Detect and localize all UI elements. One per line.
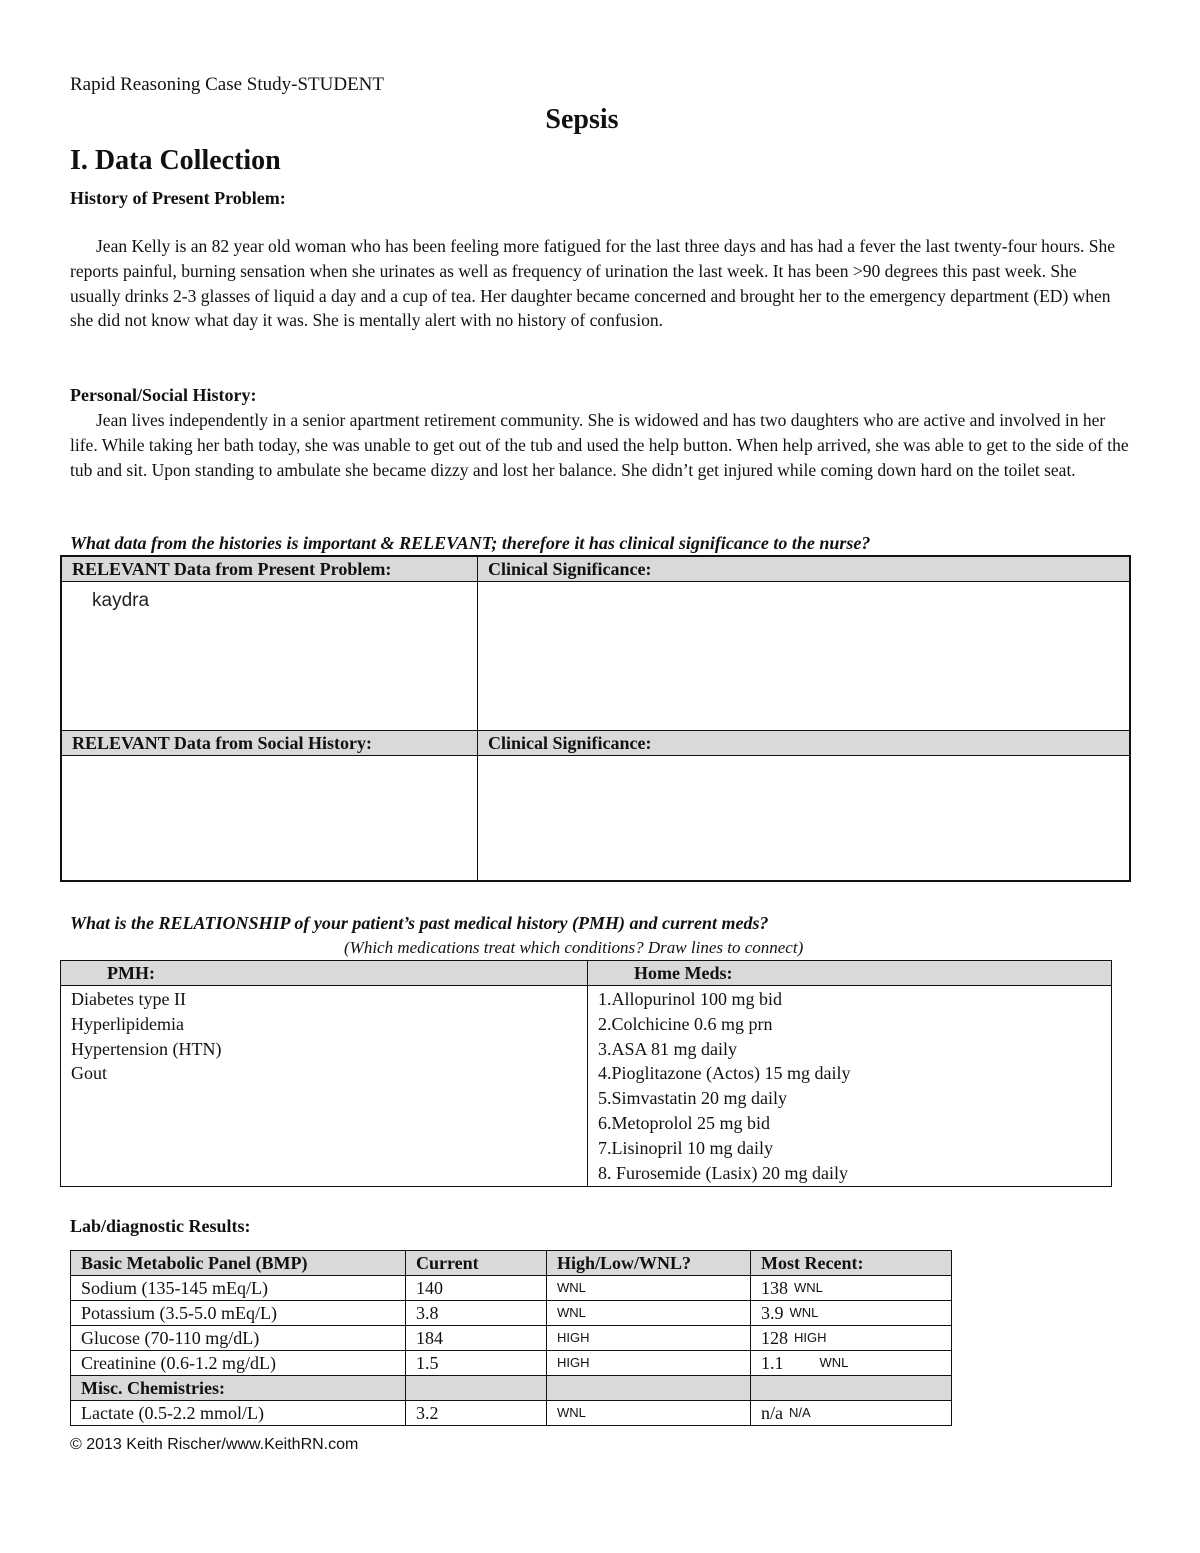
social-text: Jean lives independently in a senior apartment retirement community. She is widowed and has two daughters who are active and involved in her life. While taking her bath today, she was unable to get out of the tub and used the help button. When help arrived, she was able to get to the side of the tub and sit. Upon standing to ambulate she became dizzy and lost her balance. She didn’t get injured while coming down hard on the toilet seat. [70, 410, 1129, 480]
lab-header-panel: Basic Metabolic Panel (BMP) [71, 1251, 406, 1276]
lab-row-potassium [71, 1301, 952, 1326]
home-meds-header: Home Meds: [588, 961, 1112, 986]
lab-name: Sodium (135-145 mEq/L) [71, 1276, 406, 1301]
med-item: 8. Furosemide (Lasix) 20 mg daily [598, 1162, 848, 1183]
social-data-cell[interactable] [61, 756, 478, 882]
lab-current: 140 [406, 1276, 547, 1301]
pmh-header: PMH: [61, 961, 588, 986]
lab-row-glucose [71, 1326, 952, 1351]
lab-flag[interactable]: HIGH [547, 1351, 751, 1376]
lab-results-table [70, 1250, 952, 1426]
lab-current: 3.8 [406, 1301, 547, 1326]
med-item: 4.Pioglitazone (Actos) 15 mg daily [598, 1063, 851, 1084]
present-significance-cell[interactable] [478, 582, 1131, 731]
lab-flag[interactable]: WNL [547, 1401, 751, 1426]
lab-header-current: Current [406, 1251, 547, 1276]
relevant-data-table [60, 555, 1131, 882]
lab-name: Lactate (0.5-2.2 mmol/L) [71, 1401, 406, 1426]
lab-name: Creatinine (0.6-1.2 mg/dL) [71, 1351, 406, 1376]
lab-name: Glucose (70-110 mg/dL) [71, 1326, 406, 1351]
med-item: 6.Metoprolol 25 mg bid [598, 1112, 770, 1133]
lab-recent[interactable]: n/a $^{N/A}$ [751, 1401, 952, 1426]
pmh-item: Diabetes type II [71, 989, 186, 1009]
pmh-item: Gout [71, 1063, 107, 1084]
lab-recent[interactable]: 138 $^{WNL}$ [751, 1276, 952, 1301]
present-data-cell[interactable] [61, 582, 478, 731]
pmh-question: What is the RELATIONSHIP of your patient’s past medical history (PMH) and current meds? [70, 913, 769, 933]
med-item: 2.Colchicine 0.6 mg prn [598, 1013, 773, 1034]
social-significance-header: Clinical Significance: [478, 731, 1131, 756]
present-data-entry: kaydra [92, 590, 150, 611]
relevant-question: What data from the histories is important & RELEVANT; therefore it has clinical significance to the nurse? [70, 533, 871, 553]
copyright-footer: © 2013 Keith Rischer/www.KeithRN.com [70, 1436, 359, 1453]
pmh-item: Hypertension (HTN) [71, 1038, 222, 1059]
clinical-significance-header: Clinical Significance: [478, 556, 1131, 582]
lab-current: 1.5 [406, 1351, 547, 1376]
med-item: 5.Simvastatin 20 mg daily [598, 1088, 787, 1109]
misc-chemistries-header: Misc. Chemistries: [71, 1376, 406, 1401]
lab-recent[interactable]: 1.1 $^{WNL}$ [751, 1351, 952, 1376]
misc-chemistries-row [71, 1376, 952, 1401]
social-data-header: RELEVANT Data from Social History: [61, 731, 478, 756]
lab-header-recent: Most Recent: [751, 1251, 952, 1276]
history-heading: History of Present Problem: [70, 188, 286, 208]
pmh-item: Hyperlipidemia [71, 1013, 184, 1034]
lab-current: 3.2 [406, 1401, 547, 1426]
history-text: Jean Kelly is an 82 year old woman who has been feeling more fatigued for the last three days and has had a fever the last twenty-four hours. She reports painful, burning sensation when she urinates as well as frequency of urination the last week. It has been >90 degrees this past week. She usually drinks 2-3 glasses of liquid a day and a cup of tea. Her daughter became concerned and brought her to the emergency department (ED) when she did not know what day it was. She is mentally alert with no history of confusion. [70, 236, 1116, 331]
pmh-subquestion: (Which medications treat which conditions? Draw lines to connect) [344, 938, 804, 957]
home-meds-list [588, 986, 1112, 1187]
lab-recent-flag: HIGH [794, 1330, 827, 1345]
lab-row-sodium [71, 1276, 952, 1301]
lab-flag[interactable]: WNL [547, 1276, 751, 1301]
lab-header-flag: High/Low/WNL? [547, 1251, 751, 1276]
labs-heading: Lab/diagnostic Results: [70, 1216, 251, 1236]
med-item: 7.Lisinopril 10 mg daily [598, 1137, 773, 1158]
lab-recent-flag: WNL [789, 1305, 819, 1320]
med-item: 3.ASA 81 mg daily [598, 1038, 738, 1059]
pmh-list [61, 986, 588, 1187]
lab-recent-flag: N/A [789, 1405, 811, 1420]
med-item: 1.Allopurinol 100 mg bid [598, 989, 782, 1009]
lab-flag[interactable]: WNL [547, 1301, 751, 1326]
section-title: I. Data Collection [70, 145, 281, 176]
document-header: Rapid Reasoning Case Study-STUDENT [70, 74, 385, 95]
social-heading: Personal/Social History: [70, 385, 257, 405]
lab-row-lactate [71, 1401, 952, 1426]
social-significance-cell[interactable] [478, 756, 1131, 882]
present-data-header: RELEVANT Data from Present Problem: [61, 556, 478, 582]
lab-recent-flag: WNL [794, 1280, 823, 1295]
pmh-meds-table [60, 960, 1112, 1187]
lab-recent[interactable]: 128 $^{HIGH}$ [751, 1326, 952, 1351]
lab-recent-flag: WNL [819, 1355, 849, 1370]
document-title: Sepsis [545, 104, 619, 135]
lab-current: 184 [406, 1326, 547, 1351]
lab-row-creatinine [71, 1351, 952, 1376]
lab-flag[interactable]: HIGH [547, 1326, 751, 1351]
lab-recent[interactable]: 3.9 $^{WNL}$ [751, 1301, 952, 1326]
lab-name: Potassium (3.5-5.0 mEq/L) [71, 1301, 406, 1326]
